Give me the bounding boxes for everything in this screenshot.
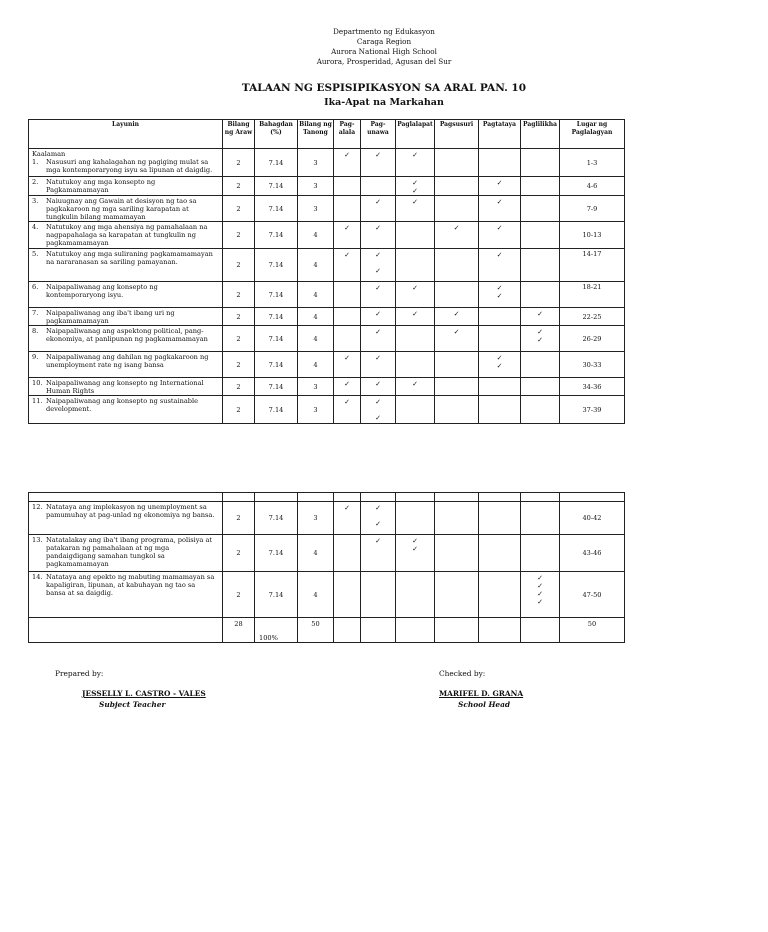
check-cell-paglalapat <box>396 502 435 535</box>
objective-text: Naipapaliwanag ang dahilan ng pagkakaroon ng unemployment rate ng isang bansa <box>46 353 209 369</box>
objective-text: Natataya ang epekto ng mabuting mamamayan sa kapaligiran, lipunan, at kabuhayan ng tao sa bansa at sa daigdig. <box>46 573 215 597</box>
cell-days: 2 <box>223 396 255 424</box>
header-line-school: Aurora National High School <box>331 47 437 56</box>
objective-text: Natutukoy ang mga ahensiya ng pamahalaan na nagpapahalaga sa karapatan at tungkulin ng pagkamamamayan <box>46 223 208 247</box>
table-row <box>29 378 625 396</box>
cell-location: 26-29 <box>560 326 625 352</box>
table-row <box>29 149 625 177</box>
prepared-by-label: Prepared by: <box>55 669 104 678</box>
objective-cell <box>29 308 223 326</box>
col-header-paglilikha: Paglilikha <box>521 120 560 149</box>
cell-days: 2 <box>223 249 255 282</box>
cell-questions: 3 <box>298 396 334 424</box>
check-cell-pagtataya: ✓ <box>479 249 521 282</box>
check-cell-pagtataya: ✓ <box>479 196 521 222</box>
objective-number: 14. <box>32 573 43 581</box>
header-line-department: Departmento ng Edukasyon <box>333 27 435 36</box>
cell-percent: 7.14 <box>255 177 298 196</box>
objective-cell <box>29 352 223 378</box>
cell-questions: 4 <box>298 352 334 378</box>
col-header-bilang-ng-araw: Bilang ng Araw <box>223 120 255 149</box>
col-header-layunin: Layunin <box>29 120 223 149</box>
total-questions: 50 <box>298 618 334 643</box>
cell-location: 18-21 <box>560 282 625 308</box>
check-cell-paglalapat: ✓ <box>396 149 435 177</box>
check-cell-paglilikha <box>521 378 560 396</box>
objective-cell <box>29 572 223 618</box>
col-header-pagsusuri: Pagsusuri <box>435 120 479 149</box>
table-row <box>29 572 625 618</box>
specification-table <box>28 119 625 424</box>
cell-days: 2 <box>223 326 255 352</box>
objective-number: 9. <box>32 353 39 361</box>
check-cell-paglalapat: ✓ <box>396 378 435 396</box>
objective-cell <box>29 196 223 222</box>
check-cell-pag-alala: ✓ <box>334 502 361 535</box>
table-row <box>29 196 625 222</box>
cell-questions: 4 <box>298 308 334 326</box>
check-cell-paglilikha <box>521 352 560 378</box>
cell-location: 34-36 <box>560 378 625 396</box>
check-cell-pagsusuri <box>435 177 479 196</box>
check-cell-pagsusuri <box>435 149 479 177</box>
objective-text: Natataya ang implekasyon ng unemployment sa pamumuhay at pag-unlad ng ekonomiya ng bansa. <box>46 503 215 519</box>
check-cell-paglalapat <box>396 572 435 618</box>
check-cell-pag-unawa: ✓ <box>361 282 396 308</box>
check-cell-paglilikha: ✓ ✓ <box>521 326 560 352</box>
check-cell-paglalapat <box>396 249 435 282</box>
checked-by-role: School Head <box>458 700 511 709</box>
cell-questions: 3 <box>298 196 334 222</box>
check-cell-pagtataya: ✓ <box>479 177 521 196</box>
objective-number: 7. <box>32 309 39 317</box>
cell-location: 30-33 <box>560 352 625 378</box>
section-label: Kaalaman <box>32 150 66 158</box>
cell-location: 7-9 <box>560 196 625 222</box>
check-cell-pag-unawa: ✓ <box>361 196 396 222</box>
checked-by-name: MARIFEL D. GRANA <box>439 689 524 698</box>
cell-location: 40-42 <box>560 502 625 535</box>
objective-number: 13. <box>32 536 43 544</box>
objective-text: Naipapaliwanag ang iba't ibang uri ng pagkamamamayan <box>46 309 175 325</box>
total-percent: 100% <box>255 618 298 643</box>
table-row <box>29 352 625 378</box>
objective-cell <box>29 326 223 352</box>
check-cell-paglilikha: ✓ <box>521 308 560 326</box>
check-cell-pagsusuri <box>435 396 479 424</box>
check-cell-paglilikha <box>521 535 560 572</box>
objective-number: 2. <box>32 178 39 186</box>
check-cell-pagsusuri <box>435 572 479 618</box>
cell-percent: 7.14 <box>255 308 298 326</box>
objective-number: 12. <box>32 503 43 511</box>
check-cell-paglalapat: ✓ ✓ <box>396 177 435 196</box>
cell-location: 43-46 <box>560 535 625 572</box>
header-line-region: Caraga Region <box>356 37 412 46</box>
objective-text: Naipapaliwanag ang konsepto ng International Human Rights <box>46 379 204 395</box>
check-cell-pag-unawa: ✓ <box>361 535 396 572</box>
table-row <box>29 535 625 572</box>
table-row <box>29 249 625 282</box>
table-row <box>29 308 625 326</box>
totals-row <box>29 618 625 643</box>
cell-percent: 7.14 <box>255 352 298 378</box>
objective-text: Naipapaliwanag ang konsepto ng sustainable development. <box>46 397 199 413</box>
objective-text: Natatalakay ang iba't ibang programa, polisiya at patakaran ng pamahalaan at ng mga pandaigdigang samahan tungkol sa pagkamamamayan <box>46 536 213 568</box>
check-cell-pag-unawa: ✓ <box>361 149 396 177</box>
table-row <box>29 326 625 352</box>
check-cell-pag-alala <box>334 177 361 196</box>
cell-days: 2 <box>223 572 255 618</box>
check-cell-pagsusuri: ✓ <box>435 326 479 352</box>
check-cell-pagsusuri <box>435 352 479 378</box>
cell-days: 2 <box>223 378 255 396</box>
table-row <box>29 222 625 249</box>
objective-text: Naipapaliwanag ang aspektong political, pang-ekonomiya, at panlipunan ng pagkamamamayan <box>46 327 208 343</box>
check-cell-paglilikha <box>521 282 560 308</box>
check-cell-paglalapat <box>396 396 435 424</box>
objective-cell <box>29 249 223 282</box>
objective-number: 4. <box>32 223 39 231</box>
check-cell-pagtataya: ✓ <box>479 222 521 249</box>
cell-location: 4-6 <box>560 177 625 196</box>
col-header-lugar: Lugar ng Paglalagyan <box>560 120 625 149</box>
check-cell-pagsusuri <box>435 502 479 535</box>
check-cell-pagtataya <box>479 535 521 572</box>
check-cell-pag-alala <box>334 326 361 352</box>
check-cell-pag-unawa: ✓ ✓ <box>361 502 396 535</box>
check-cell-paglilikha <box>521 396 560 424</box>
total-days: 28 <box>223 618 255 643</box>
check-cell-paglilikha <box>521 196 560 222</box>
objective-text: Natutukoy ang mga konsepto ng Pagkamamamayan <box>46 178 156 194</box>
check-cell-pag-alala: ✓ <box>334 378 361 396</box>
objective-cell <box>29 149 223 177</box>
cell-questions: 4 <box>298 572 334 618</box>
cell-days: 2 <box>223 535 255 572</box>
cell-days: 2 <box>223 196 255 222</box>
check-cell-pagtataya <box>479 308 521 326</box>
check-cell-pagsusuri <box>435 535 479 572</box>
document-subtitle: Ika-Apat na Markahan <box>324 97 444 108</box>
cell-days: 2 <box>223 308 255 326</box>
check-cell-pag-unawa: ✓ <box>361 308 396 326</box>
col-header-pag-unawa: Pag-unawa <box>361 120 396 149</box>
col-header-bahagdan: Bahagdan (%) <box>255 120 298 149</box>
check-cell-pagtataya <box>479 502 521 535</box>
check-cell-paglalapat: ✓ <box>396 196 435 222</box>
table-row <box>29 502 625 535</box>
check-cell-paglilikha <box>521 222 560 249</box>
objective-number: 5. <box>32 250 39 258</box>
check-cell-pagsusuri <box>435 196 479 222</box>
cell-percent: 7.14 <box>255 572 298 618</box>
check-cell-pag-alala: ✓ <box>334 222 361 249</box>
checked-by-label: Checked by: <box>439 669 486 678</box>
table-row <box>29 396 625 424</box>
cell-percent: 7.14 <box>255 326 298 352</box>
cell-location: 37-39 <box>560 396 625 424</box>
check-cell-pagsusuri <box>435 282 479 308</box>
cell-percent: 7.14 <box>255 396 298 424</box>
cell-days: 2 <box>223 282 255 308</box>
objective-number: 8. <box>32 327 39 335</box>
check-cell-pag-alala <box>334 282 361 308</box>
cell-questions: 3 <box>298 502 334 535</box>
check-cell-pag-unawa: ✓ <box>361 222 396 249</box>
objective-cell <box>29 502 223 535</box>
cell-percent: 7.14 <box>255 535 298 572</box>
cell-location: 10-13 <box>560 222 625 249</box>
check-cell-pag-alala <box>334 196 361 222</box>
check-cell-pag-alala <box>334 572 361 618</box>
check-cell-paglalapat: ✓ <box>396 282 435 308</box>
check-cell-pag-alala: ✓ <box>334 149 361 177</box>
check-cell-pag-unawa: ✓ <box>361 378 396 396</box>
check-cell-paglilikha <box>521 149 560 177</box>
objective-text: Naipapaliwanag ang konsepto ng kontemporaryong isyu. <box>46 283 158 299</box>
check-cell-pag-alala <box>334 308 361 326</box>
objective-number: 10. <box>32 379 43 387</box>
check-cell-pagtataya: ✓ ✓ <box>479 282 521 308</box>
check-cell-pag-alala: ✓ <box>334 396 361 424</box>
cell-percent: 7.14 <box>255 282 298 308</box>
check-cell-paglilikha <box>521 502 560 535</box>
check-cell-paglilikha: ✓ ✓ ✓ ✓ <box>521 572 560 618</box>
objective-text: Naiuugnay ang Gawain at desisyon ng tao sa pagkakaroon ng mga sariling karapatan at tungkulin bilang mamamayan <box>46 197 197 221</box>
objective-cell <box>29 177 223 196</box>
check-cell-pagtataya: ✓ ✓ <box>479 352 521 378</box>
cell-location: 47-50 <box>560 572 625 618</box>
objective-number: 11. <box>32 397 43 405</box>
table-header-row <box>29 120 625 149</box>
cell-percent: 7.14 <box>255 502 298 535</box>
cell-days: 2 <box>223 352 255 378</box>
objective-number: 1. <box>32 158 39 166</box>
check-cell-pagtataya <box>479 396 521 424</box>
check-cell-pag-alala: ✓ <box>334 352 361 378</box>
cell-days: 2 <box>223 222 255 249</box>
cell-days: 2 <box>223 149 255 177</box>
check-cell-pagtataya <box>479 378 521 396</box>
cell-percent: 7.14 <box>255 196 298 222</box>
cell-questions: 3 <box>298 378 334 396</box>
check-cell-pagtataya <box>479 326 521 352</box>
objective-text: Natutukoy ang mga suliraning pagkamamamayan na nararanasan sa sariling pamayanan. <box>46 250 213 266</box>
continued-blank-row <box>29 493 625 502</box>
objective-number: 3. <box>32 197 39 205</box>
check-cell-paglalapat <box>396 222 435 249</box>
check-cell-pag-unawa <box>361 572 396 618</box>
specification-table-continued <box>28 492 625 643</box>
cell-days: 2 <box>223 177 255 196</box>
cell-location: 14-17 <box>560 249 625 282</box>
cell-questions: 3 <box>298 177 334 196</box>
objective-cell <box>29 282 223 308</box>
cell-questions: 4 <box>298 222 334 249</box>
cell-percent: 7.14 <box>255 249 298 282</box>
col-header-pagtataya: Pagtataya <box>479 120 521 149</box>
objective-number: 6. <box>32 283 39 291</box>
cell-percent: 7.14 <box>255 149 298 177</box>
check-cell-pagsusuri: ✓ <box>435 308 479 326</box>
check-cell-pag-unawa: ✓ ✓ <box>361 396 396 424</box>
check-cell-pagsusuri <box>435 249 479 282</box>
cell-location: 22-25 <box>560 308 625 326</box>
objective-cell <box>29 222 223 249</box>
check-cell-paglalapat: ✓ ✓ <box>396 535 435 572</box>
cell-questions: 3 <box>298 149 334 177</box>
check-cell-pag-alala: ✓ <box>334 249 361 282</box>
document-header <box>0 27 768 67</box>
cell-days: 2 <box>223 502 255 535</box>
prepared-by-name: JESSELLY L. CASTRO - VALES <box>82 689 206 698</box>
check-cell-pag-unawa: ✓ <box>361 352 396 378</box>
cell-questions: 4 <box>298 282 334 308</box>
header-line-address: Aurora, Prosperidad, Agusan del Sur <box>316 57 452 66</box>
objective-text: Nasusuri ang kahalagahan ng pagiging mulat sa mga kontemporaryong isyu sa lipunan at daigdig. <box>46 158 213 174</box>
check-cell-pag-alala <box>334 535 361 572</box>
cell-questions: 4 <box>298 326 334 352</box>
document-title: TALAAN NG ESPISIPIKASYON SA ARAL PAN. 10 <box>241 82 527 94</box>
cell-questions: 4 <box>298 249 334 282</box>
prepared-by-role: Subject Teacher <box>99 700 166 709</box>
check-cell-pagsusuri <box>435 378 479 396</box>
check-cell-paglilikha <box>521 177 560 196</box>
check-cell-paglilikha <box>521 249 560 282</box>
cell-percent: 7.14 <box>255 378 298 396</box>
objective-cell <box>29 396 223 424</box>
check-cell-pagsusuri: ✓ <box>435 222 479 249</box>
check-cell-paglalapat <box>396 326 435 352</box>
col-header-pag-alala: Pag-alala <box>334 120 361 149</box>
check-cell-pagtataya <box>479 149 521 177</box>
cell-location: 1-3 <box>560 149 625 177</box>
check-cell-pagtataya <box>479 572 521 618</box>
check-cell-paglalapat: ✓ <box>396 308 435 326</box>
check-cell-pag-unawa: ✓ ✓ <box>361 249 396 282</box>
total-location: 50 <box>560 618 625 643</box>
col-header-bilang-ng-tanong: Bilang ng Tanong <box>298 120 334 149</box>
cell-percent: 7.14 <box>255 222 298 249</box>
check-cell-pag-unawa <box>361 177 396 196</box>
check-cell-pag-unawa: ✓ <box>361 326 396 352</box>
col-header-paglalapat: Paglalapat <box>396 120 435 149</box>
table-row <box>29 177 625 196</box>
check-cell-paglalapat <box>396 352 435 378</box>
cell-questions: 4 <box>298 535 334 572</box>
objective-cell <box>29 535 223 572</box>
table-row <box>29 282 625 308</box>
objective-cell <box>29 378 223 396</box>
